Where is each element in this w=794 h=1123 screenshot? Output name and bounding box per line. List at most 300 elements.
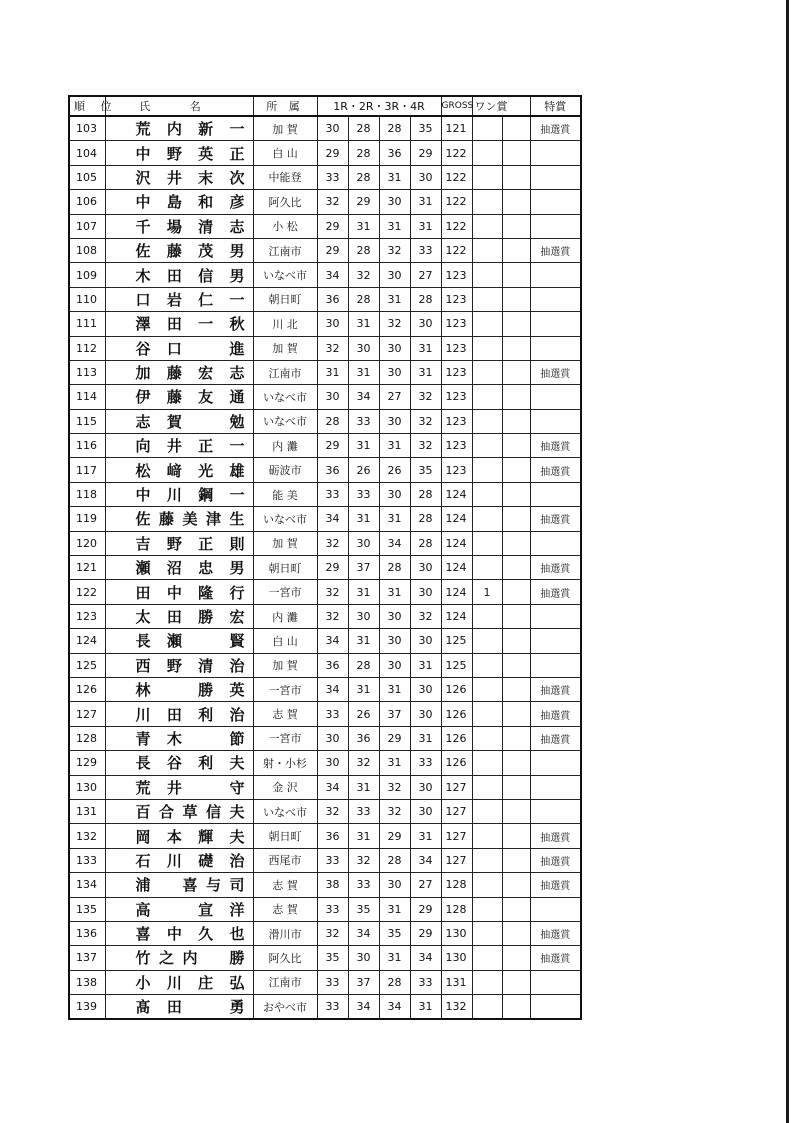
round2-cell: 32: [348, 848, 379, 872]
gross-cell: 124: [441, 604, 472, 628]
affiliation-cell: 志 賀: [253, 897, 317, 921]
round3-cell: 28: [379, 848, 410, 872]
round2-cell: 34: [348, 921, 379, 945]
affiliation-cell: おやべ市: [253, 995, 317, 1020]
round1-cell: 30: [317, 385, 348, 409]
blank-cell: [502, 799, 530, 823]
round4-cell: 31: [410, 190, 441, 214]
affiliation-cell: 金 沢: [253, 775, 317, 799]
affiliation-cell: 朝日町: [253, 556, 317, 580]
round4-cell: 30: [410, 799, 441, 823]
table-row: [69, 385, 581, 409]
gross-cell: 123: [441, 385, 472, 409]
gross-cell: 123: [441, 312, 472, 336]
player-name: 谷口 進: [135, 339, 245, 358]
round1-cell: 33: [317, 970, 348, 994]
round4-cell: 31: [410, 995, 441, 1020]
rank-cell: 123: [69, 604, 105, 628]
affiliation-cell: 滑川市: [253, 921, 317, 945]
rank-cell: 129: [69, 751, 105, 775]
table-row: [69, 824, 581, 848]
rank-cell: 109: [69, 263, 105, 287]
gross-cell: 123: [441, 409, 472, 433]
player-name: 長谷利夫: [135, 754, 245, 773]
gross-cell: 126: [441, 702, 472, 726]
round3-cell: 36: [379, 141, 410, 165]
player-name: 加藤宏志: [135, 364, 245, 383]
name-cell: [105, 556, 253, 580]
blank-cell: [502, 385, 530, 409]
name-cell: [105, 409, 253, 433]
special-prize-cell: 抽選賞: [530, 873, 581, 897]
one-putt-cell: [472, 702, 502, 726]
one-putt-cell: [472, 458, 502, 482]
blank-cell: [502, 726, 530, 750]
rank-cell: 120: [69, 531, 105, 555]
round4-cell: 29: [410, 897, 441, 921]
gross-cell: 123: [441, 263, 472, 287]
rank-cell: 125: [69, 653, 105, 677]
table-row: [69, 873, 581, 897]
name-cell: [105, 604, 253, 628]
round2-cell: 30: [348, 531, 379, 555]
blank-cell: [502, 897, 530, 921]
player-name: 川田利治: [135, 705, 245, 724]
name-cell: [105, 312, 253, 336]
round2-cell: 28: [348, 238, 379, 262]
special-prize-cell: 抽選賞: [530, 702, 581, 726]
table-row: [69, 190, 581, 214]
round4-cell: 28: [410, 287, 441, 311]
rank-cell: 117: [69, 458, 105, 482]
one-putt-cell: [472, 190, 502, 214]
round4-cell: 30: [410, 677, 441, 701]
round4-cell: 30: [410, 556, 441, 580]
table-row: [69, 434, 581, 458]
player-name: 青木 節: [135, 729, 245, 748]
round3-cell: 26: [379, 458, 410, 482]
round3-cell: 31: [379, 580, 410, 604]
blank-cell: [502, 141, 530, 165]
player-name: 中島和彦: [135, 193, 245, 212]
rank-cell: 116: [69, 434, 105, 458]
gross-cell: 127: [441, 824, 472, 848]
round3-cell: 28: [379, 970, 410, 994]
blank-cell: [502, 775, 530, 799]
round4-cell: 32: [410, 385, 441, 409]
gross-cell: 122: [441, 238, 472, 262]
header-rounds: 1R・2R・3R・4R: [317, 96, 441, 116]
special-prize-cell: [530, 531, 581, 555]
round4-cell: 28: [410, 507, 441, 531]
round2-cell: 26: [348, 702, 379, 726]
name-cell: [105, 360, 253, 384]
round2-cell: 28: [348, 165, 379, 189]
round1-cell: 34: [317, 263, 348, 287]
player-name: 佐藤美津生: [135, 510, 245, 529]
round1-cell: 30: [317, 726, 348, 750]
rank-cell: 113: [69, 360, 105, 384]
special-prize-cell: 抽選賞: [530, 824, 581, 848]
name-cell: [105, 214, 253, 238]
round3-cell: 30: [379, 482, 410, 506]
gross-cell: 122: [441, 165, 472, 189]
round1-cell: 32: [317, 336, 348, 360]
player-name: 木田信男: [135, 266, 245, 285]
one-putt-cell: [472, 312, 502, 336]
round2-cell: 26: [348, 458, 379, 482]
one-putt-cell: [472, 604, 502, 628]
round1-cell: 31: [317, 360, 348, 384]
one-putt-cell: [472, 287, 502, 311]
affiliation-cell: 内 灘: [253, 434, 317, 458]
round4-cell: 31: [410, 214, 441, 238]
name-cell: [105, 702, 253, 726]
one-putt-cell: [472, 556, 502, 580]
header-gross: GROSS: [441, 96, 472, 116]
blank-cell: [502, 165, 530, 189]
player-name: 喜中久也: [135, 925, 245, 944]
round4-cell: 31: [410, 653, 441, 677]
round2-cell: 31: [348, 434, 379, 458]
table-row: [69, 507, 581, 531]
special-prize-cell: [530, 799, 581, 823]
one-putt-cell: [472, 775, 502, 799]
round2-cell: 32: [348, 751, 379, 775]
one-putt-cell: [472, 946, 502, 970]
gross-cell: 126: [441, 751, 472, 775]
table-row: [69, 946, 581, 970]
affiliation-cell: 阿久比: [253, 190, 317, 214]
affiliation-cell: 朝日町: [253, 824, 317, 848]
special-prize-cell: 抽選賞: [530, 360, 581, 384]
player-name: 志賀 勉: [135, 412, 245, 431]
round3-cell: 34: [379, 531, 410, 555]
name-cell: [105, 165, 253, 189]
name-cell: [105, 531, 253, 555]
affiliation-cell: 内 灘: [253, 604, 317, 628]
round1-cell: 35: [317, 946, 348, 970]
affiliation-cell: 一宮市: [253, 677, 317, 701]
rank-cell: 105: [69, 165, 105, 189]
special-prize-cell: 抽選賞: [530, 507, 581, 531]
blank-cell: [502, 653, 530, 677]
one-putt-cell: [472, 141, 502, 165]
table-row: [69, 629, 581, 653]
table-row: [69, 336, 581, 360]
round3-cell: 30: [379, 336, 410, 360]
round1-cell: 33: [317, 482, 348, 506]
special-prize-cell: [530, 312, 581, 336]
affiliation-cell: 江南市: [253, 360, 317, 384]
round2-cell: 37: [348, 556, 379, 580]
header-one-putt: ワン賞: [472, 96, 530, 116]
round1-cell: 36: [317, 458, 348, 482]
round2-cell: 31: [348, 214, 379, 238]
affiliation-cell: いなべ市: [253, 263, 317, 287]
name-cell: [105, 263, 253, 287]
round4-cell: 34: [410, 848, 441, 872]
one-putt-cell: [472, 482, 502, 506]
special-prize-cell: [530, 385, 581, 409]
round4-cell: 30: [410, 165, 441, 189]
table-row: [69, 312, 581, 336]
header-name: 氏 名: [105, 96, 253, 116]
table-row: [69, 580, 581, 604]
round2-cell: 30: [348, 946, 379, 970]
name-cell: [105, 677, 253, 701]
special-prize-cell: [530, 653, 581, 677]
round3-cell: 32: [379, 799, 410, 823]
round1-cell: 33: [317, 897, 348, 921]
round3-cell: 31: [379, 751, 410, 775]
affiliation-cell: いなべ市: [253, 409, 317, 433]
rank-cell: 103: [69, 116, 105, 141]
affiliation-cell: 能 美: [253, 482, 317, 506]
name-cell: [105, 629, 253, 653]
round2-cell: 31: [348, 824, 379, 848]
table-row: [69, 165, 581, 189]
special-prize-cell: [530, 604, 581, 628]
player-name: 石川礎治: [135, 851, 245, 870]
player-name: 向井正一: [135, 437, 245, 456]
round1-cell: 34: [317, 677, 348, 701]
name-cell: [105, 726, 253, 750]
affiliation-cell: 加 賀: [253, 531, 317, 555]
round4-cell: 29: [410, 921, 441, 945]
round1-cell: 30: [317, 312, 348, 336]
round1-cell: 36: [317, 824, 348, 848]
one-putt-cell: [472, 848, 502, 872]
one-putt-cell: [472, 897, 502, 921]
player-name: 髙田 勇: [135, 998, 245, 1017]
player-name: 長瀬 賢: [135, 632, 245, 651]
round3-cell: 31: [379, 434, 410, 458]
gross-cell: 127: [441, 848, 472, 872]
gross-cell: 132: [441, 995, 472, 1020]
round4-cell: 31: [410, 726, 441, 750]
affiliation-cell: 一宮市: [253, 580, 317, 604]
round1-cell: 36: [317, 287, 348, 311]
special-prize-cell: [530, 214, 581, 238]
blank-cell: [502, 336, 530, 360]
round4-cell: 32: [410, 409, 441, 433]
round3-cell: 31: [379, 214, 410, 238]
name-cell: [105, 897, 253, 921]
special-prize-cell: [530, 336, 581, 360]
name-cell: [105, 385, 253, 409]
affiliation-cell: 中能登: [253, 165, 317, 189]
round2-cell: 28: [348, 116, 379, 141]
gross-cell: 126: [441, 726, 472, 750]
affiliation-cell: 白 山: [253, 629, 317, 653]
player-name: 口岩仁一: [135, 290, 245, 309]
blank-cell: [502, 995, 530, 1020]
table-row: [69, 214, 581, 238]
round2-cell: 31: [348, 677, 379, 701]
player-name: 小川庄弘: [135, 973, 245, 992]
round2-cell: 31: [348, 312, 379, 336]
gross-cell: 124: [441, 507, 472, 531]
round1-cell: 32: [317, 580, 348, 604]
rank-cell: 107: [69, 214, 105, 238]
rank-cell: 110: [69, 287, 105, 311]
round3-cell: 34: [379, 995, 410, 1020]
page-edge-line: [786, 0, 789, 1123]
round1-cell: 34: [317, 629, 348, 653]
round2-cell: 36: [348, 726, 379, 750]
name-cell: [105, 580, 253, 604]
one-putt-cell: [472, 385, 502, 409]
round3-cell: 28: [379, 116, 410, 141]
round1-cell: 36: [317, 653, 348, 677]
round1-cell: 33: [317, 995, 348, 1020]
rank-cell: 126: [69, 677, 105, 701]
blank-cell: [502, 238, 530, 262]
round4-cell: 35: [410, 116, 441, 141]
player-name: 西野清治: [135, 656, 245, 675]
blank-cell: [502, 360, 530, 384]
table-row: [69, 799, 581, 823]
one-putt-cell: [472, 409, 502, 433]
round4-cell: 34: [410, 946, 441, 970]
gross-cell: 131: [441, 970, 472, 994]
rank-cell: 128: [69, 726, 105, 750]
blank-cell: [502, 116, 530, 141]
player-name: 岡本輝夫: [135, 827, 245, 846]
name-cell: [105, 336, 253, 360]
affiliation-cell: いなべ市: [253, 799, 317, 823]
rank-cell: 121: [69, 556, 105, 580]
round1-cell: 32: [317, 531, 348, 555]
round4-cell: 35: [410, 458, 441, 482]
round4-cell: 30: [410, 702, 441, 726]
special-prize-cell: 抽選賞: [530, 458, 581, 482]
name-cell: [105, 116, 253, 141]
round3-cell: 30: [379, 604, 410, 628]
table-row: [69, 116, 581, 141]
rank-cell: 130: [69, 775, 105, 799]
round3-cell: 31: [379, 287, 410, 311]
affiliation-cell: 江南市: [253, 238, 317, 262]
rank-cell: 106: [69, 190, 105, 214]
rank-cell: 118: [69, 482, 105, 506]
gross-cell: 124: [441, 531, 472, 555]
rank-cell: 134: [69, 873, 105, 897]
name-cell: [105, 507, 253, 531]
one-putt-cell: [472, 873, 502, 897]
round4-cell: 32: [410, 604, 441, 628]
rank-cell: 119: [69, 507, 105, 531]
gross-cell: 124: [441, 580, 472, 604]
blank-cell: [502, 312, 530, 336]
round3-cell: 31: [379, 165, 410, 189]
gross-cell: 121: [441, 116, 472, 141]
round2-cell: 33: [348, 409, 379, 433]
one-putt-cell: [472, 165, 502, 189]
one-putt-cell: [472, 116, 502, 141]
round3-cell: 28: [379, 556, 410, 580]
rank-cell: 127: [69, 702, 105, 726]
round1-cell: 28: [317, 409, 348, 433]
gross-cell: 127: [441, 775, 472, 799]
special-prize-cell: [530, 897, 581, 921]
round4-cell: 30: [410, 312, 441, 336]
special-prize-cell: 抽選賞: [530, 726, 581, 750]
round2-cell: 33: [348, 873, 379, 897]
player-name: 荒井 守: [135, 778, 245, 797]
blank-cell: [502, 409, 530, 433]
round2-cell: 28: [348, 653, 379, 677]
round4-cell: 31: [410, 336, 441, 360]
round2-cell: 28: [348, 287, 379, 311]
blank-cell: [502, 556, 530, 580]
header-rank: 順 位: [69, 96, 105, 116]
one-putt-cell: [472, 970, 502, 994]
player-name: 佐藤茂男: [135, 242, 245, 261]
special-prize-cell: [530, 190, 581, 214]
player-name: 林 勝英: [135, 681, 245, 700]
special-prize-cell: [530, 287, 581, 311]
gross-cell: 123: [441, 458, 472, 482]
affiliation-cell: 加 賀: [253, 336, 317, 360]
gross-cell: 125: [441, 629, 472, 653]
round2-cell: 34: [348, 995, 379, 1020]
blank-cell: [502, 873, 530, 897]
special-prize-cell: [530, 409, 581, 433]
one-putt-cell: [472, 238, 502, 262]
blank-cell: [502, 970, 530, 994]
player-name: 高 宣洋: [135, 900, 245, 919]
rank-cell: 115: [69, 409, 105, 433]
one-putt-cell: [472, 677, 502, 701]
affiliation-cell: 阿久比: [253, 946, 317, 970]
table-row: [69, 531, 581, 555]
blank-cell: [502, 848, 530, 872]
special-prize-cell: [530, 482, 581, 506]
player-name: 荒内新一: [135, 120, 245, 139]
name-cell: [105, 799, 253, 823]
one-putt-cell: [472, 360, 502, 384]
special-prize-cell: 抽選賞: [530, 116, 581, 141]
round4-cell: 28: [410, 531, 441, 555]
table-row: [69, 653, 581, 677]
gross-cell: 123: [441, 336, 472, 360]
affiliation-cell: 川 北: [253, 312, 317, 336]
round1-cell: 29: [317, 238, 348, 262]
table-row: [69, 921, 581, 945]
blank-cell: [502, 702, 530, 726]
round4-cell: 33: [410, 238, 441, 262]
table-row: [69, 970, 581, 994]
table-row: [69, 287, 581, 311]
table-row: [69, 409, 581, 433]
round1-cell: 29: [317, 214, 348, 238]
blank-cell: [502, 531, 530, 555]
name-cell: [105, 190, 253, 214]
table-row: [69, 604, 581, 628]
gross-cell: 123: [441, 434, 472, 458]
rank-cell: 132: [69, 824, 105, 848]
round2-cell: 31: [348, 629, 379, 653]
table-row: [69, 677, 581, 701]
name-cell: [105, 141, 253, 165]
gross-cell: 122: [441, 214, 472, 238]
one-putt-cell: [472, 531, 502, 555]
special-prize-cell: 抽選賞: [530, 556, 581, 580]
affiliation-cell: 加 賀: [253, 116, 317, 141]
table-row: [69, 751, 581, 775]
